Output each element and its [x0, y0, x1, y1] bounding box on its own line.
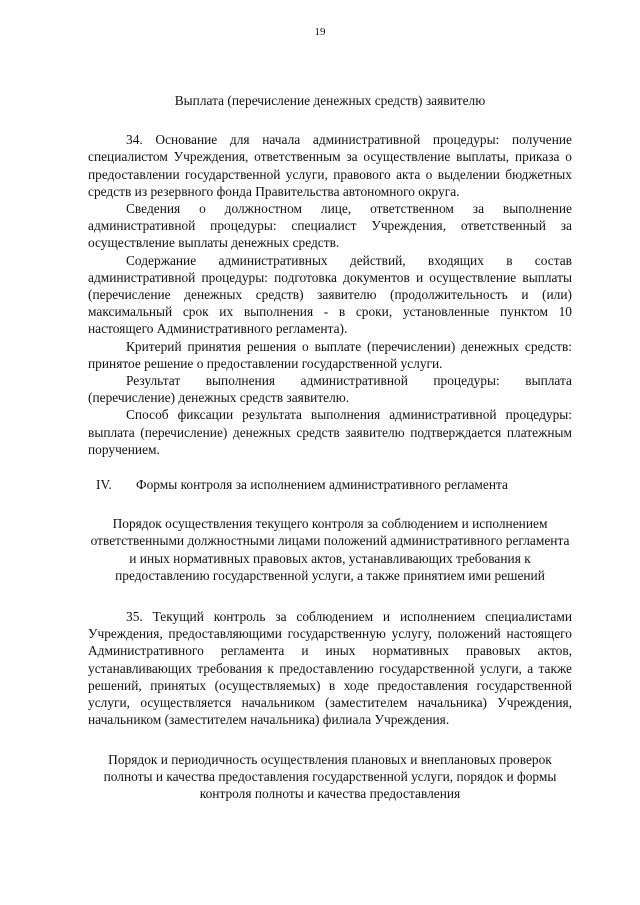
paragraph-fixation-method: Способ фиксации результата выполнения административной процедуры: выплата (перечисление) денежных средств заявителю подтверждается платежным поручением. — [88, 407, 572, 457]
section-iv-title — [88, 476, 572, 493]
page-content — [88, 92, 572, 802]
paragraph-actions-content: Содержание административных действий, входящих в состав административной процедуры: подготовка документов и осуществление выплаты (перечисление денежных средств) заявителю (продолжительность и (или) максимальный срок их выполнения - в сроки, установленные пунктом 10 настоящего Административного регламента). — [88, 252, 572, 337]
paragraph-procedure-result: Результат выполнения административной процедуры: выплата (перечисление) денежных средств заявителю. — [88, 373, 572, 406]
section-title-text: Формы контроля за исполнением административного регламента — [136, 477, 508, 493]
section-number: IV. — [96, 477, 112, 493]
section-heading: Выплата (перечисление денежных средств) заявителю — [174, 93, 486, 108]
page-number: 19 — [314, 26, 326, 38]
subheading-inspections: Порядок и периодичность осуществления плановых и внеплановых проверок полноты и качества предоставления государственной услуги, порядок и формы контроля полноты и качества предоставления — [103, 751, 557, 801]
paragraph-34: 34. Основание для начала административной процедуры: получение специалистом Учреждения, ответственным за осуществление выплаты, приказа о предоставлении государственной услуги, правового акта о выделении бюджетных средств из резервного фонда Правительства автономного округа. — [88, 132, 572, 199]
paragraph-decision-criterion: Критерий принятия решения о выплате (перечислении) денежных средств: принятое решение о предоставлении государственной услуги. — [88, 338, 572, 371]
subheading-current-control: Порядок осуществления текущего контроля за соблюдением и исполнением ответственными должностными лицами положений административного регламента и иных нормативных правовых актов, устанавливающих требования к предоставлению государственной услуги, а также принятием ими решений — [90, 516, 570, 583]
paragraph-responsible-official: Сведения о должностном лице, ответственном за выполнение административной процедуры: специалист Учреждения, ответственный за осуществление выплаты денежных средств. — [88, 201, 572, 251]
paragraph-35: 35. Текущий контроль за соблюдением и исполнением специалистами Учреждения, предоставляющими государственную услугу, положений настоящего Административного регламента и иных нормативных правовых актов, устанавливающих требования к предоставлению государственной услуги, а также решений, принятых (осуществляемых) в ходе предоставления государственной услуги, осуществляется начальником (заместителем начальника) Учреждения, начальником (заместителем начальника) филиала Учреждения. — [88, 609, 572, 728]
